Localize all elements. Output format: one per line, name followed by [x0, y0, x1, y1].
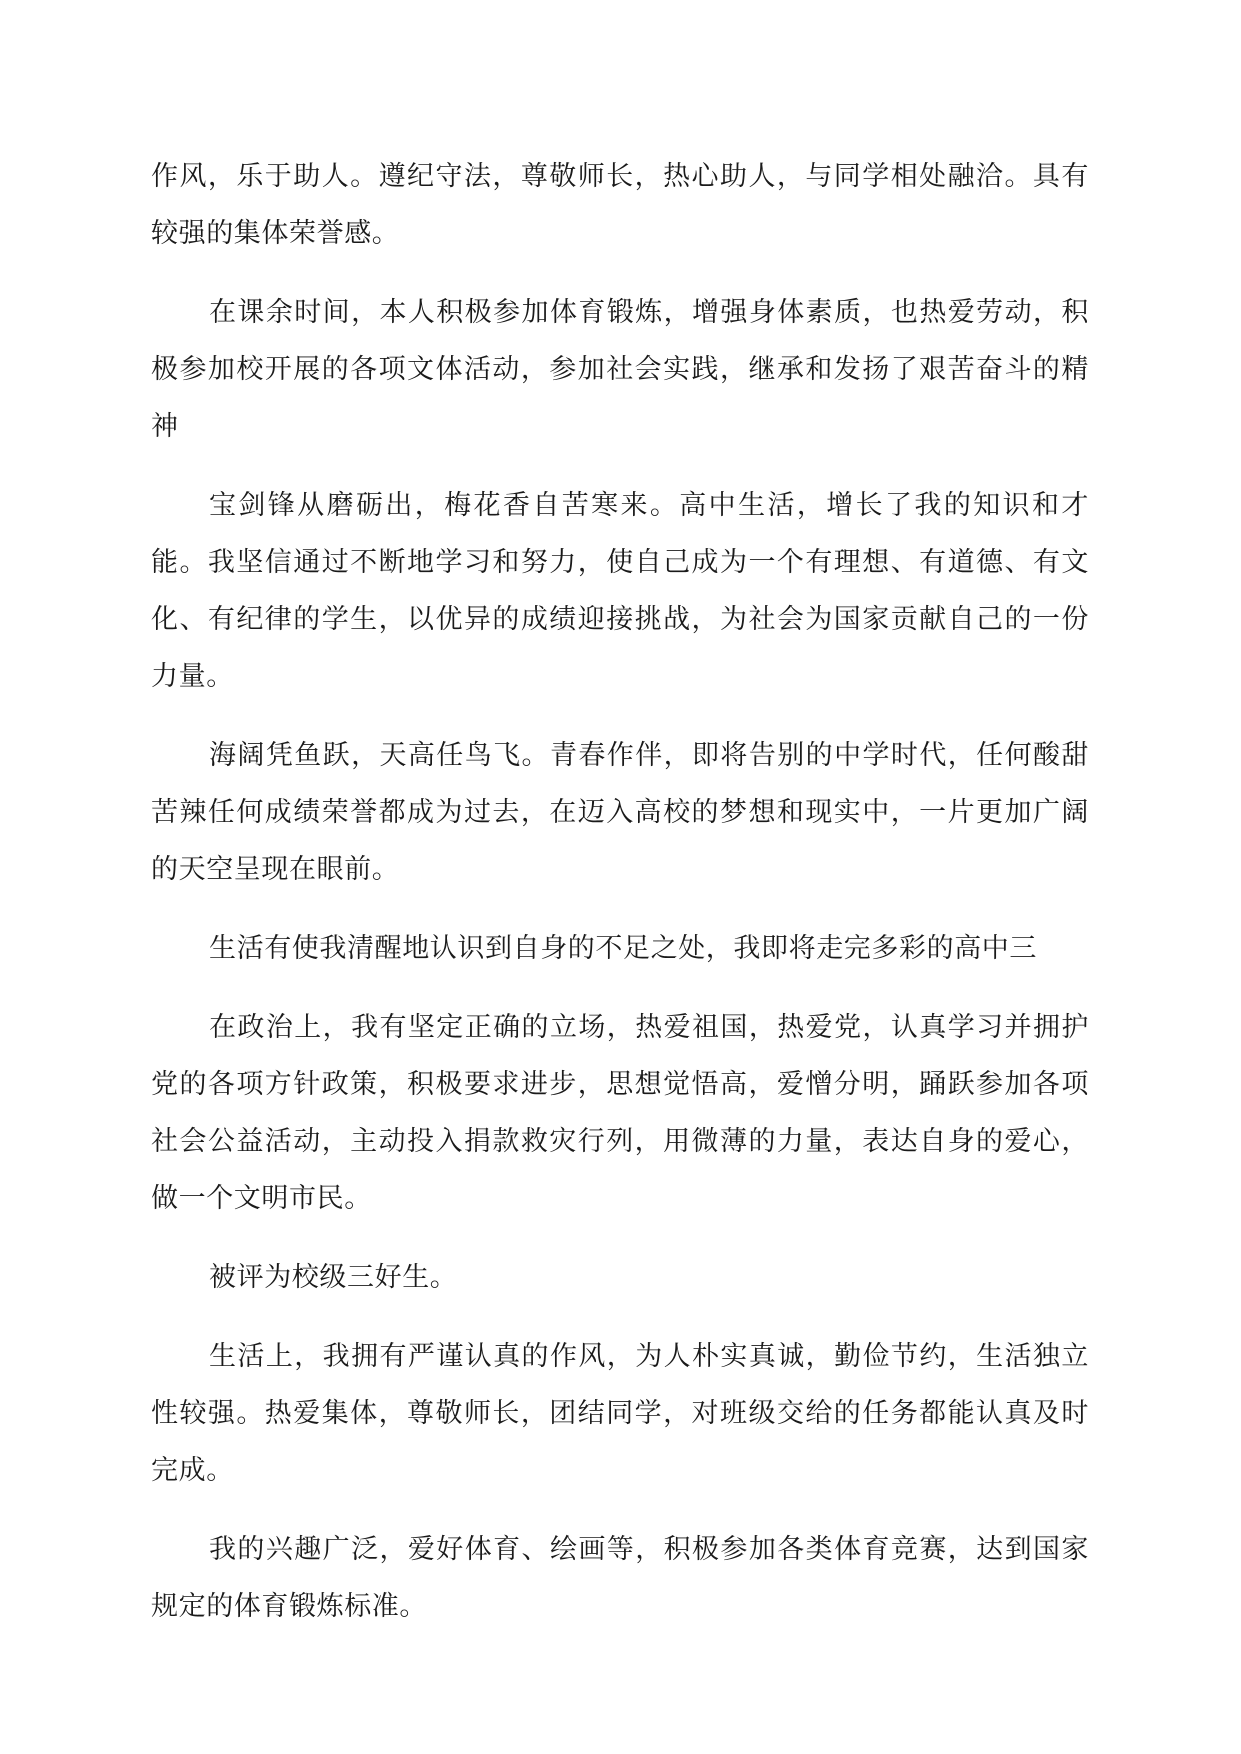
paragraph-9: 我的兴趣广泛，爱好体育、绘画等，积极参加各类体育竞赛，达到国家规定的体育锻炼标准。: [151, 1534, 1089, 1622]
paragraph-3: 宝剑锋从磨砺出，梅花香自苦寒来。高中生活，增长了我的知识和才能。我坚信通过不断地学习和努力，使自己成为一个有理想、有道德、有文化、有纪律的学生，以优异的成绩迎接挑战，为社会为国家贡献自己的一份力量。: [151, 490, 1089, 692]
paragraph-2: 在课余时间，本人积极参加体育锻炼，增强身体素质，也热爱劳动，积极参加校开展的各项文体活动，参加社会实践，继承和发扬了艰苦奋斗的精神: [151, 297, 1089, 442]
paragraph-1: 作风，乐于助人。遵纪守法，尊敬师长，热心助人，与同学相处融洽。具有较强的集体荣誉感。: [151, 161, 1089, 249]
paragraph-6: 在政治上，我有坚定正确的立场，热爱祖国，热爱党，认真学习并拥护党的各项方针政策，积极要求进步，思想觉悟高，爱憎分明，踊跃参加各项社会公益活动，主动投入捐款救灾行列，用微薄的力量，表达自身的爱心，做一个文明市民。: [151, 1012, 1089, 1214]
paragraph-5: 生活有使我清醒地认识到自身的不足之处，我即将走完多彩的高中三: [209, 933, 1037, 964]
paragraph-8: 生活上，我拥有严谨认真的作风，为人朴实真诚，勤俭节约，生活独立性较强。热爱集体，尊敬师长，团结同学，对班级交给的任务都能认真及时完成。: [151, 1341, 1089, 1486]
document-body: [151, 148, 1089, 1657]
paragraph-7: 被评为校级三好生。: [209, 1262, 458, 1293]
paragraph-4: 海阔凭鱼跃，天高任鸟飞。青春作伴，即将告别的中学时代，任何酸甜苦辣任何成绩荣誉都成为过去，在迈入高校的梦想和现实中，一片更加广阔的天空呈现在眼前。: [151, 740, 1089, 885]
